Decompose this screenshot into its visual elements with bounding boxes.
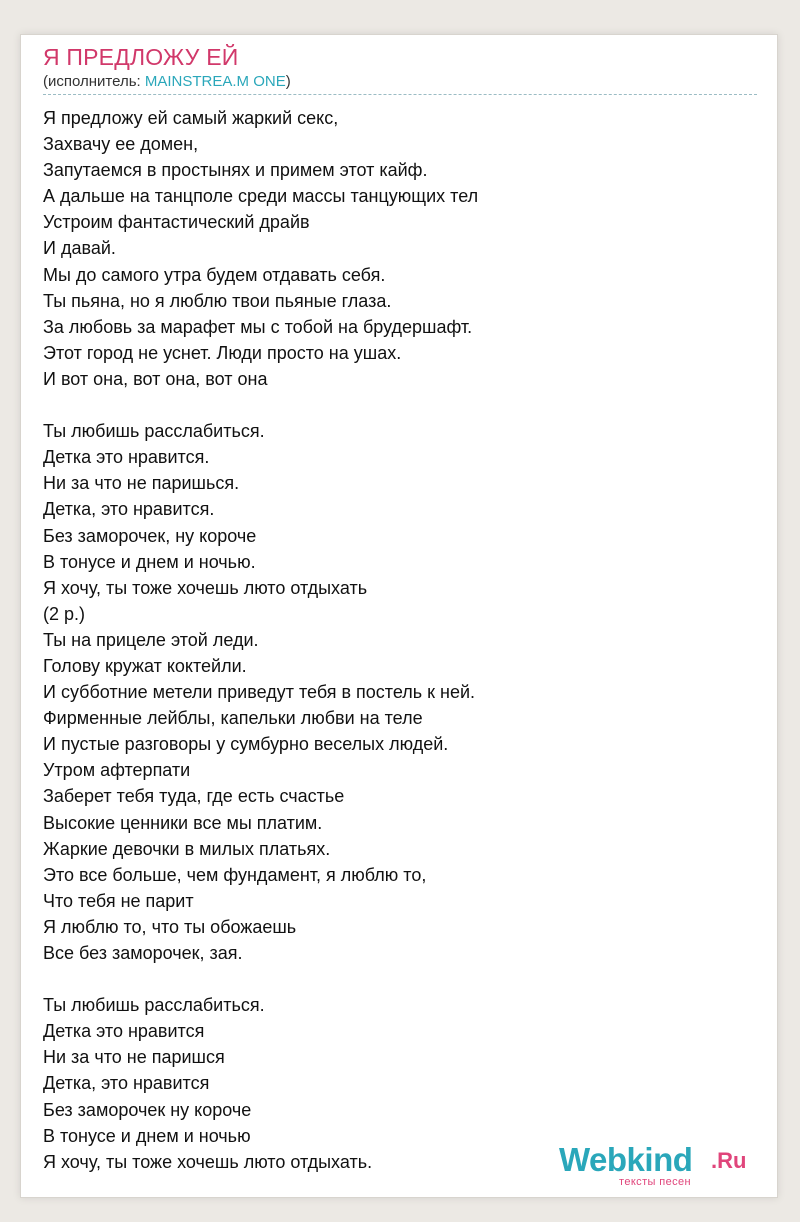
lyric-line: Я хочу, ты тоже хочешь люто отдыхать bbox=[43, 577, 368, 598]
lyric-line: Заберет тебя туда, где есть счастье bbox=[43, 786, 345, 807]
artist-link[interactable]: MAINSTREA.M ONE bbox=[144, 73, 286, 90]
artist-prefix: (исполнитель: bbox=[43, 73, 145, 90]
lyric-line: Я люблю то, что ты обожаешь bbox=[43, 916, 297, 937]
lyric-line: Жаркие девочки в милых платьях. bbox=[43, 838, 331, 859]
logo-wordmark: Webkind bbox=[559, 1141, 693, 1178]
lyrics-body bbox=[43, 105, 478, 1175]
lyric-line: Я хочу, ты тоже хочешь люто отдыхать. bbox=[43, 1151, 373, 1172]
lyric-line: И давай. bbox=[43, 238, 116, 259]
lyric-line: Без заморочек, ну короче bbox=[43, 525, 257, 546]
divider bbox=[43, 94, 757, 95]
lyrics-card bbox=[20, 34, 778, 1198]
song-title: Я ПРЕДЛОЖУ ЕЙ bbox=[43, 44, 239, 70]
lyric-line: Все без заморочек, зая. bbox=[43, 943, 243, 963]
lyric-line: Утром афтерпати bbox=[43, 760, 191, 781]
logo-tld: .Ru bbox=[711, 1148, 747, 1173]
lyric-line: И пустые разговоры у сумбурно веселых людей. bbox=[43, 734, 449, 755]
lyric-line: Захвачу ее домен, bbox=[43, 134, 199, 155]
lyric-line: В тонусе и днем и ночью bbox=[43, 1125, 251, 1146]
logo-subtitle: тексты песен bbox=[619, 1176, 692, 1188]
lyric-line: Фирменные лейблы, капельки любви на теле bbox=[43, 708, 423, 729]
lyric-line: Этот город не уснет. Люди просто на ушах. bbox=[43, 342, 402, 363]
artist-suffix: ) bbox=[285, 73, 291, 90]
stanza-break bbox=[43, 392, 478, 418]
lyric-line: Что тебя не парит bbox=[43, 890, 194, 911]
lyric-line: Ни за что не паришься. bbox=[43, 473, 240, 494]
stanza-break bbox=[43, 966, 478, 992]
lyric-line: И субботние метели приведут тебя в постель к ней. bbox=[43, 682, 476, 703]
lyric-line: Ты на прицеле этой леди. bbox=[43, 629, 259, 650]
site-logo[interactable] bbox=[559, 1141, 749, 1189]
lyric-line: Это все больше, чем фундамент, я люблю то, bbox=[43, 864, 427, 885]
lyric-line: Детка, это нравится. bbox=[43, 499, 215, 520]
lyric-line: И вот она, вот она, вот она bbox=[43, 368, 268, 389]
lyric-line: (2 р.) bbox=[43, 603, 86, 624]
lyric-line: Ни за что не паришся bbox=[43, 1047, 225, 1068]
lyric-line: Детка это нравится. bbox=[43, 447, 210, 468]
lyric-line: Запутаемся в простынях и примем этот кайф. bbox=[43, 160, 428, 181]
lyric-line: Ты любишь расслабиться. bbox=[43, 995, 265, 1016]
lyric-line: Детка это нравится bbox=[43, 1021, 205, 1042]
lyric-line: А дальше на танцполе среди массы танцующих тел bbox=[43, 186, 479, 207]
lyric-line: Голову кружат коктейли. bbox=[43, 655, 247, 676]
lyric-line: Я предложу ей самый жаркий секс, bbox=[43, 108, 339, 128]
lyric-line: За любовь за марафет мы с тобой на брудершафт. bbox=[43, 316, 473, 337]
artist-line bbox=[43, 73, 291, 91]
lyric-line: Ты пьяна, но я люблю твои пьяные глаза. bbox=[43, 290, 392, 311]
lyric-line: В тонусе и днем и ночью. bbox=[43, 551, 256, 572]
lyric-line: Ты любишь расслабиться. bbox=[43, 421, 265, 442]
lyric-line: Детка, это нравится bbox=[43, 1073, 210, 1094]
lyric-line: Без заморочек ну короче bbox=[43, 1099, 252, 1120]
lyric-line: Мы до самого утра будем отдавать себя. bbox=[43, 264, 386, 285]
lyric-line: Устроим фантастический драйв bbox=[43, 212, 310, 233]
lyric-line: Высокие ценники все мы платим. bbox=[43, 812, 323, 833]
